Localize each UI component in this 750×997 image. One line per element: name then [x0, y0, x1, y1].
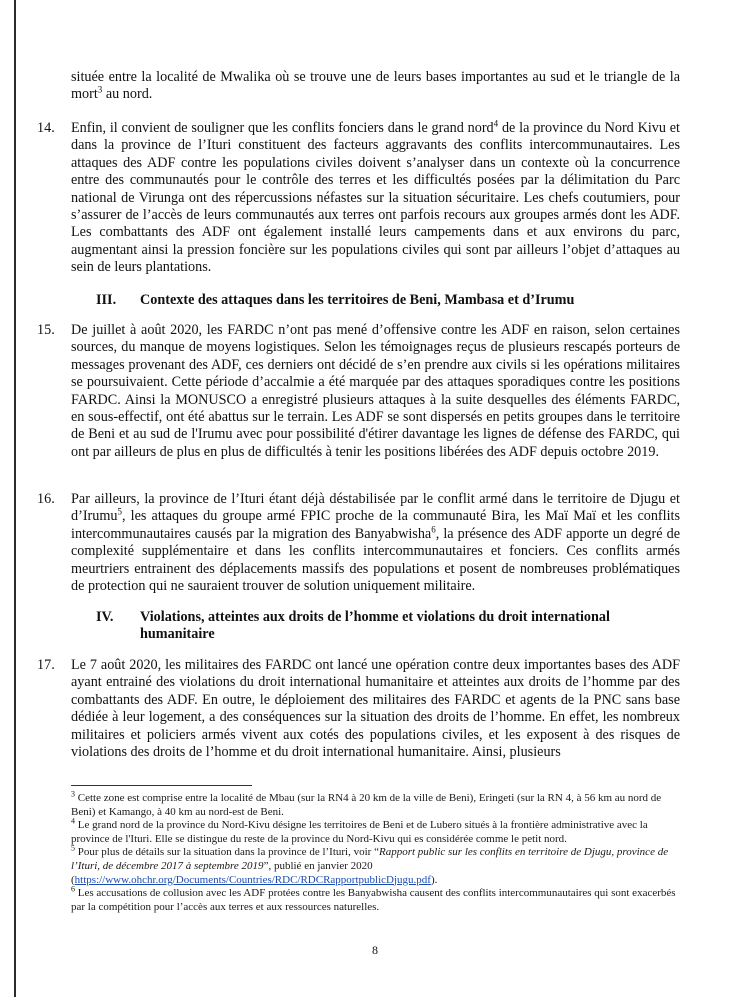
footnote-4: $^4$ Le grand nord de la province du Nord-Kivu désigne les territoires de Beni et de Lubero situés à la frontière administrative avec la province de l'Ituri. Elle se distingue du reste de la province du Nord-Kivu qui es considérée comme le petit nord. [71, 816, 648, 845]
footnote-6: $^6$ Les accusations de collusion avec les ADF protées contre les Banyabwisha causent des conflits intercommunautaires qui sont exacerbés par la compétition pour l’accès aux terres et aux ressources naturelles. [71, 884, 676, 913]
page-number: 8 [372, 943, 378, 957]
paragraph-text: Enfin, il convient de souligner que les conflits fonciers dans le grand nord$^4$ de la province du Nord Kivu et dans la province de l’Ituri constituent des facteurs aggravants des conflits intercommunautaires. Les attaques des ADF contre les populations civiles doivent s’analyser dans un contexte où la concurrence entre des communautés pour le contrôle des terres et les difficultés posées par la délimitation du Parc national de Virunga ont des répercussions néfastes sur la situation sécuritaire. Les chefs coutumiers, pour s’assurer de l’accès de leurs communautés aux terres ont parfois recours aux groupes armés dont les ADF. Les combattants des ADF ont également installé leurs campements dans et aux environs du parc, augmentant ainsi la pression foncière sur les populations civiles qui sont par ailleurs l’objet d’attaques au sein de leurs plantations. [71, 118, 680, 276]
footnote-ref-6[interactable]: 6 [431, 524, 436, 535]
footnotes [71, 789, 680, 914]
section-title: Contexte des attaques dans les territoires de Beni, Mambasa et d’Irumu [140, 292, 575, 308]
footnote-separator [71, 785, 252, 786]
section-heading-iv [96, 609, 680, 644]
footnote-5: $^5$ Pour plus de détails sur la situation dans la province de l’Ituri, voir “Rapport public sur les conflits en territoire de Djugu, province de l’Ituri, de décembre 2017 à septembre 2019”, publié en janvier 2020 (https://www.ohchr.org/Documents/Countries/RDC/RDCRapportpublicDjugu.pdf). [71, 843, 669, 886]
paragraph-number: 17. [37, 657, 55, 673]
section-title: Violations, atteintes aux droits de l’homme et violations du droit international humanitaire [140, 609, 610, 643]
paragraph-number: 16. [37, 491, 55, 507]
section-number: IV. [96, 609, 114, 625]
paragraph-16 [37, 491, 680, 595]
footnote-ref-5[interactable]: 5 [117, 506, 122, 517]
paragraph-text: Par ailleurs, la province de l’Ituri étant déjà déstabilisée par le conflit armé dans le territoire de Djugu et d’Irumu$^5$, les attaques du groupe armé FPIC proche de la communauté Bira, les Maï Maï et les conflits intercommunautaires causés par la migration des Banyabwisha$^6$, la présence des ADF apporte un degré de complexité supplémentaire et dans les conflits intercommunautaires et fonciers. Ces conflits armés meurtriers entrainent des déplacements massifs des populations et posent de nombreuses problématiques de protection qui ne sauraient trouver de solution uniquement militaire. [71, 491, 680, 595]
paragraph-number: 15. [37, 322, 55, 338]
footnote-ref-3[interactable]: 3 [97, 84, 103, 95]
paragraph-17 [37, 657, 680, 761]
report-title: Rapport public sur les conflits en territoire de Djugu, province de l’Ituri, de décembre 2017 à septembre 2019 [71, 846, 669, 872]
page-edge-shadow [14, 0, 16, 997]
section-heading-iii [96, 292, 680, 309]
paragraph-15 [37, 322, 680, 461]
paragraph-text: Le 7 août 2020, les militaires des FARDC ont lancé une opération contre deux importantes bases des ADF ayant entrainé des violations du droit international humanitaire et atteintes aux droits de l’homme par des combattants des ADF. En outre, le déploiement des militaires des FARDC et agents de la PNC sans base dédiée à leur logement, a des conséquences sur la situation des droits de l’homme. En effet, les nombreux militaires et policiers armés vivent aux cotés des populations civiles, et les exposent à des risques de violations des droits de l’homme et du droit international humanitaire. Ainsi, plusieurs [71, 657, 680, 761]
paragraph-number: 14. [37, 120, 55, 136]
paragraph-text: De juillet à août 2020, les FARDC n’ont pas mené d’offensive contre les ADF en raison, selon certaines sources, du manque de moyens logistiques. Selon les témoignages reçus de plusieurs rescapés porteurs de messages provenant des ADF, ces derniers ont décidé de s’en prendre aux civils si les opérations militaires se poursuivaient. Cette période d’accalmie a été marquée par des attaques sporadiques contre les positions FARDC. Ainsi la MONUSCO a enregistré plusieurs attaques à la suite desquelles des éléments FARDC, en sous-effectif, ont été abattus sur le terrain. Les ADF se sont dispersés en petits groupes dans le territoire de Beni et au sud de l'Irumu avec pour possibilité d'étirer davantage les lignes de défense des FARDC, qui ont par ailleurs de plus en plus de difficultés à tenir les positions libérées des ADF depuis octobre 2019. [71, 322, 680, 460]
footnote-3: $^3$ Cette zone est comprise entre la localité de Mbau (sur la RN4 à 20 km de la ville de Beni), Eringeti (sur la RN 4, à 56 km au nord de Beni) et Kamango, à 40 km au nord-est de Beni. [71, 789, 662, 818]
continued-paragraph: située entre la localité de Mwalika où se trouve une de leurs bases importantes au sud et le triangle de la mort$^3$ au nord. [71, 69, 680, 103]
ohchr-report-link[interactable]: https://www.ohchr.org/Documents/Countries/RDC/RDCRapportpublicDjugu.pdf [74, 873, 431, 886]
footnote-ref-4[interactable]: 4 [493, 118, 499, 129]
section-number: III. [96, 292, 117, 308]
paragraph-14 [37, 120, 680, 277]
